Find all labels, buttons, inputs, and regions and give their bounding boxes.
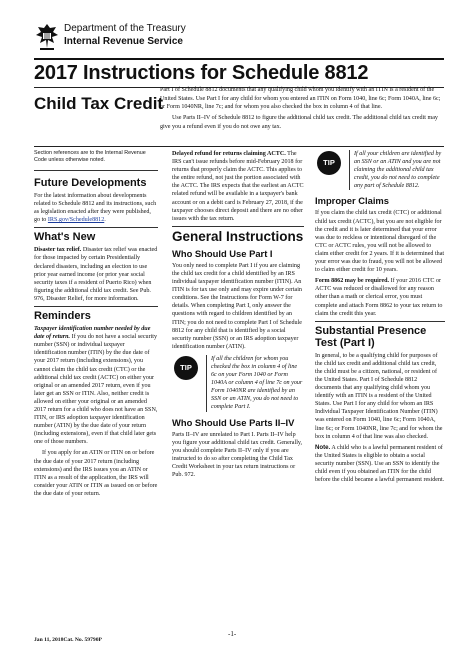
- column-middle: [172, 150, 304, 482]
- tip-text: If all the children for whom you checked the box in column 4 of line 6c on your Form 1040 or Form 1040A or column 4 of line 7c on your Form 1040NR are identified by an SSN or an ATIN, you do not need to complete Part I.: [206, 355, 304, 412]
- future-developments-heading: Future Developments: [34, 177, 147, 189]
- form8862-text: If your 2016 CTC or ACTC was reduced or disallowed for any reason other than a math or clerical error, you must complete and attach Form 8862 to your tax return to claim the credit this year.: [315, 278, 443, 317]
- title-top-rule: [34, 58, 444, 60]
- improper-claims-heading: Improper Claims: [315, 195, 389, 207]
- schedule8812-link[interactable]: IRS.gov/Schedule8812: [47, 217, 105, 224]
- intro-paragraph: Use Parts II–IV of Schedule 8812 to figure the additional child tax credit. The additional child tax credit may give you a refund even if you do not owe any tax.: [160, 115, 438, 130]
- taxpayer-id-paragraph: [34, 325, 158, 446]
- disaster-text: Disaster tax relief was enacted for those impacted by certain Presidentially declared disasters, including an election to use prior year earned income (or prior year social security taxes if a resident of Puerto Rico) when figuring the additional child tax credit. See Pub. 976, Disaster Relief, for more information.: [34, 247, 158, 302]
- who-part2-heading: Who Should Use Parts II–IV: [172, 416, 295, 428]
- intro-paragraph: Part I of Schedule 8812 documents that any qualifying child whom you identify with an ITIN is a resident of the United States. Use Part I for any child for whom you entered an ITIN on Form 1040, line 6c; Form 1040A, line 6c; or Form 1040NR, line 7c; and for whom you also checked the box in column 4 of that line.: [160, 87, 441, 111]
- form8862-paragraph: [315, 277, 445, 317]
- column-left: [34, 150, 158, 501]
- apply-itin-paragraph: If you apply for an ATIN or ITIN on or before the due date of your 2017 return (including extensions) and the IRS issues you an ATIN or ITIN as a result of the application, the IRS will consider your ATIN or ITIN as issued on or before the due date of your return.: [34, 450, 158, 497]
- form-subtitle: Child Tax Credit: [34, 94, 164, 113]
- column-right: [315, 150, 445, 487]
- delayed-text: The IRS can't issue refunds before mid-February 2018 for returns that properly claim the ACTC. This applies to the entire refund, not just the portion associated with the ACTC. The IRS expects that the earliest an ACTC related refund will be available in a taxpayer's bank account or on a debit card is February 27, 2018, if the taxpayer chooses direct deposit and there are no other issues with the tax return.: [172, 151, 304, 222]
- note-paragraph: [315, 444, 445, 484]
- intro-bottom-rule: [34, 146, 444, 147]
- future-text: For the latest information about developments related to Schedule 8812 and its instructions, such as legislation enacted after they were published, go to: [34, 193, 157, 224]
- delayed-runin: Delayed refund for returns claiming ACTC.: [172, 151, 286, 157]
- page-title: 2017 Instructions for Schedule 8812: [34, 62, 369, 84]
- disaster-relief-paragraph: [34, 246, 158, 303]
- tip-box: [315, 150, 445, 190]
- tip-box: [172, 355, 304, 412]
- tip-icon: TIP: [317, 151, 341, 175]
- who-part1-text: You only need to complete Part I if you are claiming the child tax credit for a child identified by an IRS individual taxpayer identification number (ITIN). An ITIN is for tax use only and may expire under certain conditions. See the Instructions for Form W-7 for details. When completing Part I, only answer the questions with regard to children identified by an ITIN; you do not need to complete Part I of Schedule 8812 for any child that is identified by a social security number (SSN) or an IRS adoption taxpayer identification number (ATIN).: [172, 262, 302, 350]
- section-references-note: Section references are to the Internal Revenue Code unless otherwise noted.: [34, 150, 158, 171]
- disaster-runin: Disaster tax relief.: [34, 247, 82, 254]
- tip-icon: TIP: [174, 356, 198, 380]
- irs-eagle-logo: [34, 22, 60, 52]
- future-developments-text: [34, 192, 158, 224]
- catalog-number: Jan 11, 2018Cat. No. 59790P: [34, 637, 102, 643]
- note-text: A child who is a lawful permanent resident of the United States is eligible to obtain a social security number (SSN). Use an SSN to identify the child even if you obtained an ITIN for the child before the child became a lawful permanent resident.: [315, 444, 445, 484]
- future-text-end: .: [104, 217, 106, 224]
- intro-text: [160, 86, 444, 134]
- reminders-heading: Reminders: [34, 306, 158, 322]
- improper-claims-text: If you claim the child tax credit (CTC) or additional child tax credit (ACTC), but you are not eligible for the credit and it is later determined that your error was due to reckless or intentional disregard of the CTC or ACTC rules, you will not be allowed to claim either credit for 2 years. If it is determined that your error was due to fraud, you will not be allowed to claim either credit for 10 years.: [315, 210, 445, 274]
- who-part2-text: Parts II–IV are unrelated to Part I. Parts II–IV help you figure your additional child tax credit. Generally, you should complete Parts II–IV only if you are instructed to do so after completing the Child Tax Credit Worksheet in your tax return instructions or Pub. 972.: [172, 431, 303, 478]
- substantial-presence-text: In general, to be a qualifying child for purposes of the child tax credit and additional child tax credit, the child must be a citizen, national, or resident of the United States. Part I of Schedule 8812 documents that any qualifying child whom you identify with an ITIN is a resident of the United States. Use Part I for any child for whom an IRS Individual Taxpayer Identification Number (ITIN) was entered on Form 1040, line 6c; Form 1040A, line 6c; or Form 1040NR, line 7c; and for whom the box in column 4 of that line was also checked.: [315, 352, 443, 440]
- tip-text: If all your children are identified by an SSN or an ATIN and you are not claiming the additional child tax credit, you do not need to complete any part of Schedule 8812.: [349, 150, 445, 190]
- taxpayer-text: If you do not have a social security number (SSN) or individual taxpayer identification number (ITIN) by the due date of your 2017 return (including extensions), you cannot claim the child tax credit (CTC) or the additional child tax credit (ACTC) on either your original or an amended 2017 return, even if you later get an SSN or ITIN. Also, neither credit is allowed on either your original or an amended 2017 return for a child who does not have an SSN, ITIN, or IRS adoption taxpayer identification number (ATIN) by the due date of your return (including extensions), even if that child later gets one of those numbers.: [34, 334, 158, 446]
- agency-name: Internal Revenue Service: [64, 36, 183, 47]
- who-part1-heading: Who Should Use Part I: [172, 247, 273, 259]
- general-instructions-heading: General Instructions: [172, 226, 304, 244]
- page-number: -1-: [228, 630, 237, 638]
- whats-new-heading: What's New: [34, 227, 158, 243]
- note-label: Note.: [315, 443, 331, 451]
- form8862-runin: Form 8862 may be required.: [315, 278, 390, 285]
- taxpayer-runin: Taxpayer identification number needed by due date of return.: [34, 326, 151, 341]
- agency-department: Department of the Treasury: [64, 23, 186, 34]
- delayed-refund-paragraph: [172, 150, 304, 223]
- substantial-presence-heading: Substantial Presence Test (Part I): [315, 321, 445, 349]
